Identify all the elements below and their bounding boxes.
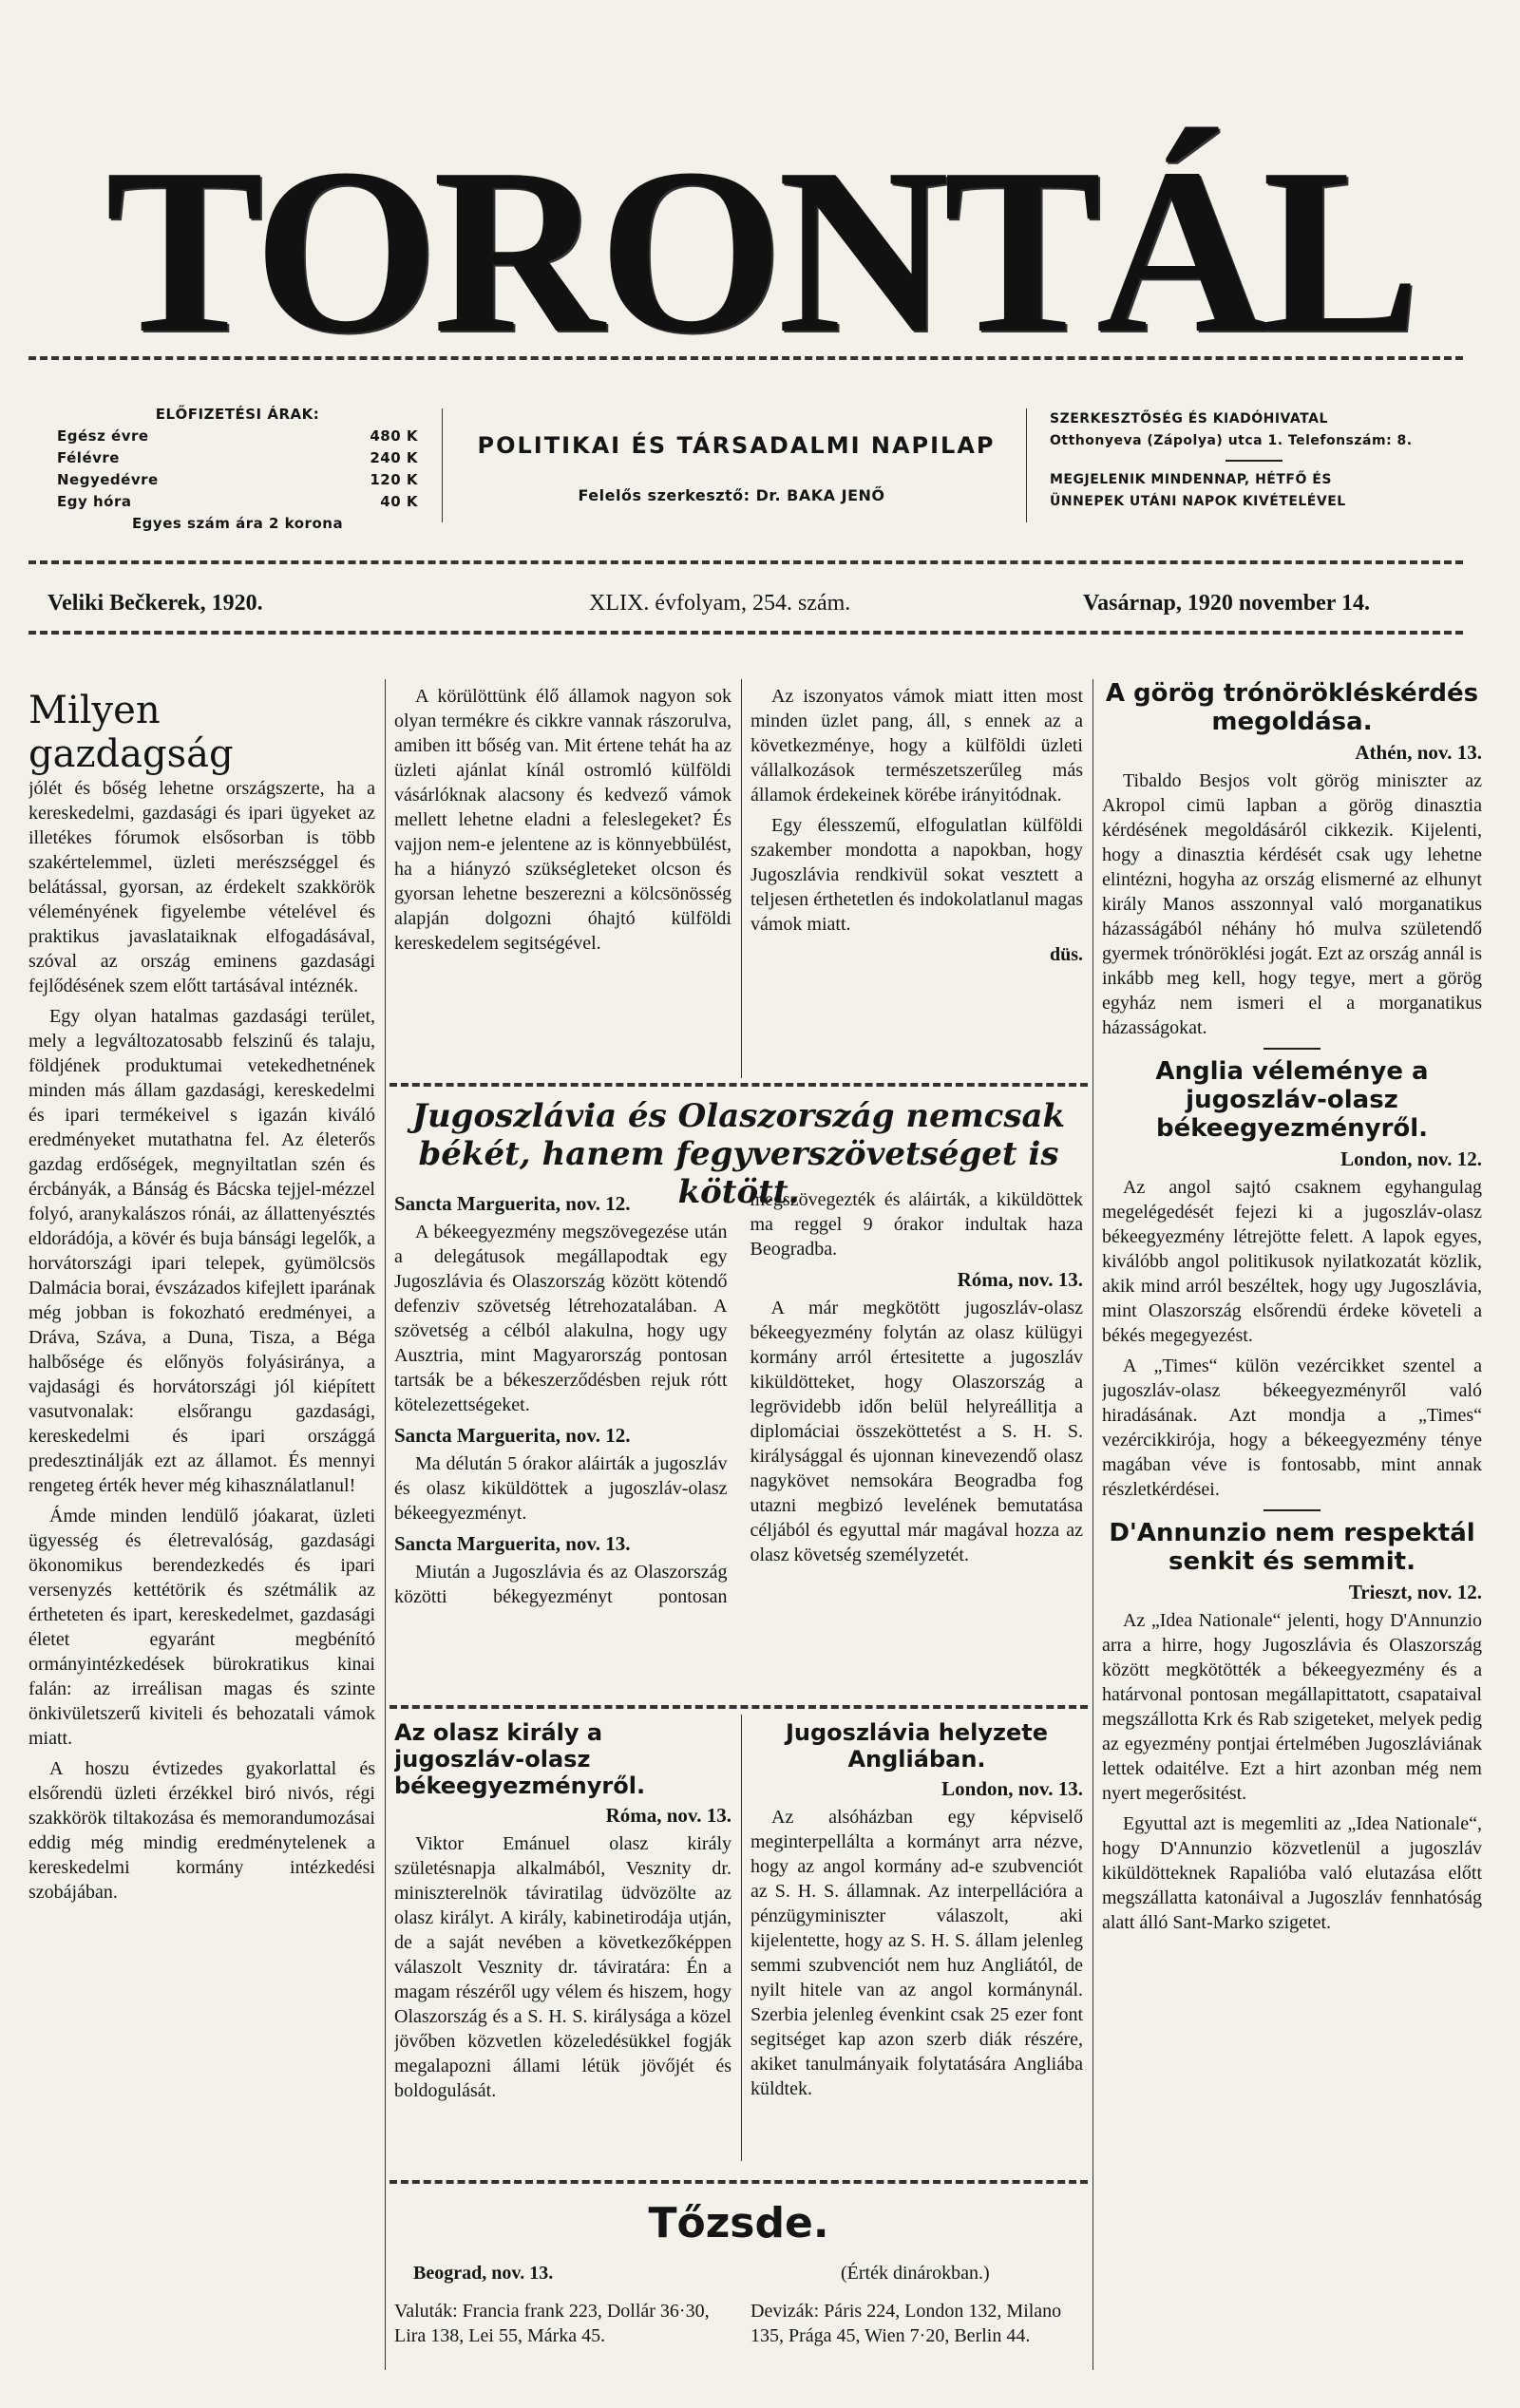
article-paragraph: Viktor Emánuel olasz király születésnapja alkalmából, Vesznity dr. miniszterelnök táviratilag üdvözölte az olasz királyt. A király, kabinetirodája utján, de a saját nevében a következőképpen válaszolt Vesznity dr. táviratára: Én a magam részéről ugy vélem és hiszem, hogy Olaszország és a S. H. S. királysága a közel jövőben közvetlen közeledésükkel fogják megalapozni állami létük jövőjét és boldogulását. xyxy=(394,1833,732,2101)
publish-line: MEGJELENIK MINDENNAP, HÉTFŐ ÉS xyxy=(1050,472,1332,487)
continuation-paragraph: A körülöttünk élő államok nagyon sok olyan termékre és cikkre vannak rászorulva, amiben itt bőség van. Mit értene tehát ha az üzleti ajánlat kínál ostromló külföldi vásárlóknak alacsony és kedvező vámok mellett lehetne eladni a feleslegeket? És vajjon nem-e jelentene az is könnyebbülést, ha a hiányzó szükségleteket olcson és gyorsan lehetne beszerezni a kölcsönösség alapján dolgozni óhajtó külföldi kereskedelem segitségével. xyxy=(394,686,732,954)
short-rule xyxy=(1264,1509,1320,1511)
article-paragraph: Az „Idea Nationale“ jelenti, hogy D'Annunzio arra a hirre, hogy Jugoszlávia és Olaszország között megkötötték a békeegyezmény és a határvonal pontosan megállapittatott, csapataival megszállotta Krk és Rab szigeteket, melyek pedig az egyezmény pontjai értelmében Jugoszláviának lettek odaitélve. Ezt a hirt azonban még nem nyert megerősitést. xyxy=(1102,1610,1482,1804)
dateline-rule xyxy=(28,631,1463,635)
article-paragraph: Egyuttal azt is megemliti az „Idea Nationale“, hogy D'Annunzio közvetlenül a jugoszláv kiküldötteknek Rapalióba való elutazása előtt megszállatta katonáival a Jugoszláv fennhatóság alatt álló Sant-Marko szigetet. xyxy=(1102,1813,1482,1933)
place-line: Sancta Marguerita, nov. 12. xyxy=(394,1192,631,1215)
main-article-body xyxy=(394,1187,1083,1681)
lead-article xyxy=(28,689,375,2370)
article-paragraph: Miután a Jugoszlávia és az Olaszország közötti békegyezményt pontosan megszövegezték és aláirták, a kiküldöttek ma reggel 9 órakor indultak haza Beogradba. xyxy=(394,1189,1083,1607)
main-headline: Jugoszlávia és Olaszország nemcsak békét, hanem fegyverszövetséget is kötött. xyxy=(411,1097,1066,1211)
masthead-title: TORONTÁL xyxy=(104,120,1416,383)
england-headline: Jugoszlávia helyzete Angliában. xyxy=(785,1719,1048,1773)
masthead-divider xyxy=(442,408,443,522)
subtitle: POLITIKAI ÉS TÁRSADALMI NAPILAP xyxy=(477,432,996,459)
section-rule xyxy=(390,1705,1088,1709)
dannunzio-headline: D'Annunzio nem respektál senkit és semmit. xyxy=(1109,1519,1475,1576)
section-rule xyxy=(390,2180,1088,2184)
masthead-rule xyxy=(28,356,1463,360)
section-rule xyxy=(390,1083,1088,1087)
dateline-issue: XLIX. évfolyam, 254. szám. xyxy=(589,591,851,616)
article-paragraph: A már megkötött jugoszláv-olasz békeegyezmény folytán az olasz külügyi kormány arról értesitette a jugoszláv kiküldötteket, hogy Olaszország a legrövidebb időn belül helyreállitja a diplomáciai összeköttetést a S. H. S. királysággal és ujonnan kinevezendő olasz nagykövet nemsokára Beogradba fog utazni megbizó levelének bemutatása céljából és egyuttal már magával hozza az olasz követség személyzetét. xyxy=(750,1298,1083,1565)
lead-paragraph: jólét és bőség lehetne országszerte, ha a kereskedelmi, gazdasági és ipari ügyeket az illetékes fórumok elsősorban is több szakértelemmel, üzleti merészséggel és belátással, gyorsan, az érdekelt szakkörök véleményének figyelembe vételével és praktikus javaslataiknak elfogadásával, szóval az ország eminens gazdasági fejlődésének szem előtt tartásával intéznék. xyxy=(28,778,375,996)
england-article xyxy=(750,1719,1083,2156)
dateline-date: Vasárnap, 1920 november 14. xyxy=(1083,591,1371,616)
place-line: Trieszt, nov. 12. xyxy=(1348,1581,1482,1603)
office-divider xyxy=(1226,460,1282,462)
continuation-paragraph: Az iszonyatos vámok miatt itten most minden üzlet pang, áll, s ennek az a következménye, hogy a külföldi üzleti vállalkozások természetszerűleg más államok érdekeinek körébe irányitódnak. xyxy=(750,686,1083,806)
publish-line: ÜNNEPEK UTÁNI NAPOK KIVÉTELÉVEL xyxy=(1050,494,1346,509)
lead-paragraph: Egy olyan hatalmas gazdasági terület, mely a legváltozatosabb felszinű és talaju, földjének produktumai vetekedhetnének minden más állam gazdasági, kereskedelmi és ipari termékeivel s igazán kiváló eredményeket mutathatna fel. Az életerős gazdag erdőségek, megnyiltatlan szén és ércbányák, a Bánság és Bácska tejjel-mézzel folyó, aranykalászos rónái, az állattenyésztés eldorádója, a kövér és buja bánsági legelők, a horvátországi ipari telepek, gyümölcsös Dalmácia borai, évszázados kifejlett iparának még jobban is fokozható eredményei, a Dráva, Száva, a Duna, Tisza, a Béga halbősége és előnyös folyásiránya, a vajdasági és horvátországi jól kiépített vasutvonalak: elsőrangu gazdasági, kereskedelmi és ipari országgá predesztinálják ezt az államot. És mennyi rengeteg érték hever még kihasználatlanul! xyxy=(28,1006,375,1496)
article-paragraph: Az alsóházban egy képviselő meginterpellálta a kormányt arra nézve, hogy az angol kormány ad-e szubvenciót az S. H. S. államnak. Az interpellációra a pénzügyminiszter válaszolt, aki kijelentette, hogy az S. H. S. állam jelenleg semmi szubvenciót nem huz Angliától, de nyilt hitele van az angol kormánynál. Szerbia jelenleg évenkint csak 25 ezer font segitséget kap azon szerb diák részére, akiket tanulmányaik folytatására Angliába küldtek. xyxy=(750,1807,1083,2099)
place-line: Róma, nov. 13. xyxy=(957,1268,1083,1291)
lead-paragraph: Ámde minden lendülő jóakarat, üzleti ügyesség és életrevalóság, gazdasági ökonomikus berendezkedés és ipari versenyzés kettétörik és szétmálik az értheteten és ipart, kereskedelmet, gazdasági életet egyaránt megbénító ormányintézkedések bürokratikus kinai falán: az irreálisan magas és szinte önkivületszerű kiviteli és behozatali vámok miatt. xyxy=(28,1506,375,1749)
tozsde-place: Beograd, nov. 13. xyxy=(413,2263,554,2284)
article-paragraph: Ma délután 5 órakor aláirták a jugoszláv és olasz kiküldöttek a jugoszláv-olasz békeegyezményt. xyxy=(394,1453,728,1524)
column-divider xyxy=(741,679,742,1078)
office-address: Otthonyeva (Zápolya) utca 1. Telefonszám: 8. xyxy=(1050,433,1413,448)
king-headline: Az olasz király a jugoszláv-olasz békeegyezményről. xyxy=(394,1719,646,1799)
place-line: London, nov. 13. xyxy=(941,1777,1083,1800)
article-paragraph: A „Times“ külön vezércikket szentel a jugoszláv-olasz békeegyezményről való hiradásának. Azt mondja a „Times“ vezércikkirója, hogy a békeegyezmény ténye magában véve is fontosabb, mint annak részletkérdései. xyxy=(1102,1356,1482,1500)
lead-paragraph: A hoszu évtizedes gyakorlattal és elsőrendü üzleti érzékkel biró nivós, régi szakkörök tiltakozása és memorandumozásai eddig még mindig eredménytelenek a kereskedelmi kormány intézkedési szobájában. xyxy=(28,1758,375,1903)
office-head: SZERKESZTŐSÉG ÉS KIADÓHIVATAL xyxy=(1050,411,1328,427)
masthead-rule xyxy=(28,560,1463,564)
dateline-place: Veliki Bečkerek, 1920. xyxy=(48,591,263,616)
anglia-headline: Anglia véleménye a jugoszláv-olasz békeegyezményről. xyxy=(1155,1057,1429,1143)
subscription-block xyxy=(57,404,418,535)
subscription-note: Egyes szám ára 2 korona xyxy=(131,515,344,532)
place-line: Sancta Marguerita, nov. 13. xyxy=(394,1532,631,1555)
column-divider xyxy=(741,1715,742,2161)
tozsde-valutak: Valuták: Francia frank 223, Dollár 36·30, Lira 138, Lei 55, Márka 45. xyxy=(394,2301,710,2346)
subscription-row: Negyedévre 120 K xyxy=(57,471,418,488)
place-line: Sancta Marguerita, nov. 12. xyxy=(394,1424,631,1447)
subscription-row: Egy hóra 40 K xyxy=(57,493,418,510)
right-column xyxy=(1102,679,1482,2380)
king-article xyxy=(394,1719,732,2156)
column-divider xyxy=(1092,679,1093,2370)
subscription-head: ELŐFIZETÉSI ÁRAK: xyxy=(155,406,320,423)
column-divider xyxy=(385,679,386,2370)
place-line: Róma, nov. 13. xyxy=(605,1804,732,1827)
lead-headline: Milyen gazdagság xyxy=(28,689,234,776)
editor-line: Felelős szerkesztő: Dr. BAKA JENŐ xyxy=(578,486,885,504)
lead-continuation xyxy=(394,684,732,1073)
signature: düs. xyxy=(1049,944,1083,965)
tozsde-unit-note: (Érték dinárokban.) xyxy=(841,2263,990,2284)
article-paragraph: Az angol sajtó csaknem egyhangulag megelégedését fejezi ki a jugoszláv-olasz békeegyezmény létrejötte felett. A lapok egyes, kiválóbb angol politikusok nyilatkozatát közlik, akik mind arról beszéltek, hogy ugy Jugoszlávia, mint Olaszország elsőrendü érdeke követeli a békés megegyezést. xyxy=(1102,1177,1482,1346)
place-line: London, nov. 12. xyxy=(1340,1147,1482,1170)
subscription-row: Egész évre 480 K xyxy=(57,427,418,445)
place-line: Athén, nov. 13. xyxy=(1355,741,1482,764)
lead-continuation-2 xyxy=(750,684,1083,1073)
tozsde-devizak: Devizák: Páris 224, London 132, Milano 135, Prága 45, Wien 7·20, Berlin 44. xyxy=(750,2301,1062,2346)
article-paragraph: Tibaldo Besjos volt görög miniszter az Akropol cimü lapban a görög dinasztia kérdésének megoldásáról cikkezik. Kijelenti, hogy a dinasztia kérdését csak ugy lehetne elintézni, hogyha az ország elismerné az elhunyt király Manos asszonnyal való morganatikus házasságából néhány hó mulva születendő gyermek trónöröklési jogát. Ezt az ország annál is inkább meg kell, hogy tegye, mert a görög egyház nem ismeri el a morganatikus házasságokat. xyxy=(1102,770,1482,1038)
continuation-paragraph: Egy élesszemű, elfogulatlan külföldi szakember mondotta a napokban, hogy Jugoszlávia rendkivül sokat vesztett a teljesen érthetetlen és indokolatlanul magas vámok miatt. xyxy=(750,815,1083,935)
short-rule xyxy=(1264,1048,1320,1050)
tozsde-headline: Tőzsde. xyxy=(648,2199,829,2247)
office-block xyxy=(1050,408,1458,513)
masthead-divider xyxy=(1026,408,1027,522)
subscription-row: Félévre 240 K xyxy=(57,449,418,466)
greek-headline: A görög trónörökléskérdés megoldása. xyxy=(1105,679,1479,736)
article-paragraph: A békeegyezmény megszövegezése után a delegátusok megállapodtak egy Jugoszlávia és Olaszország között kötendő defenziv szövetség létrehozatalában. A szövetség a célból alakulna, hogy ugy Ausztria, mint Magyarország pontosan tartsák be a békeszerződésben rejuk rótt kötelezettségeket. xyxy=(394,1222,728,1415)
